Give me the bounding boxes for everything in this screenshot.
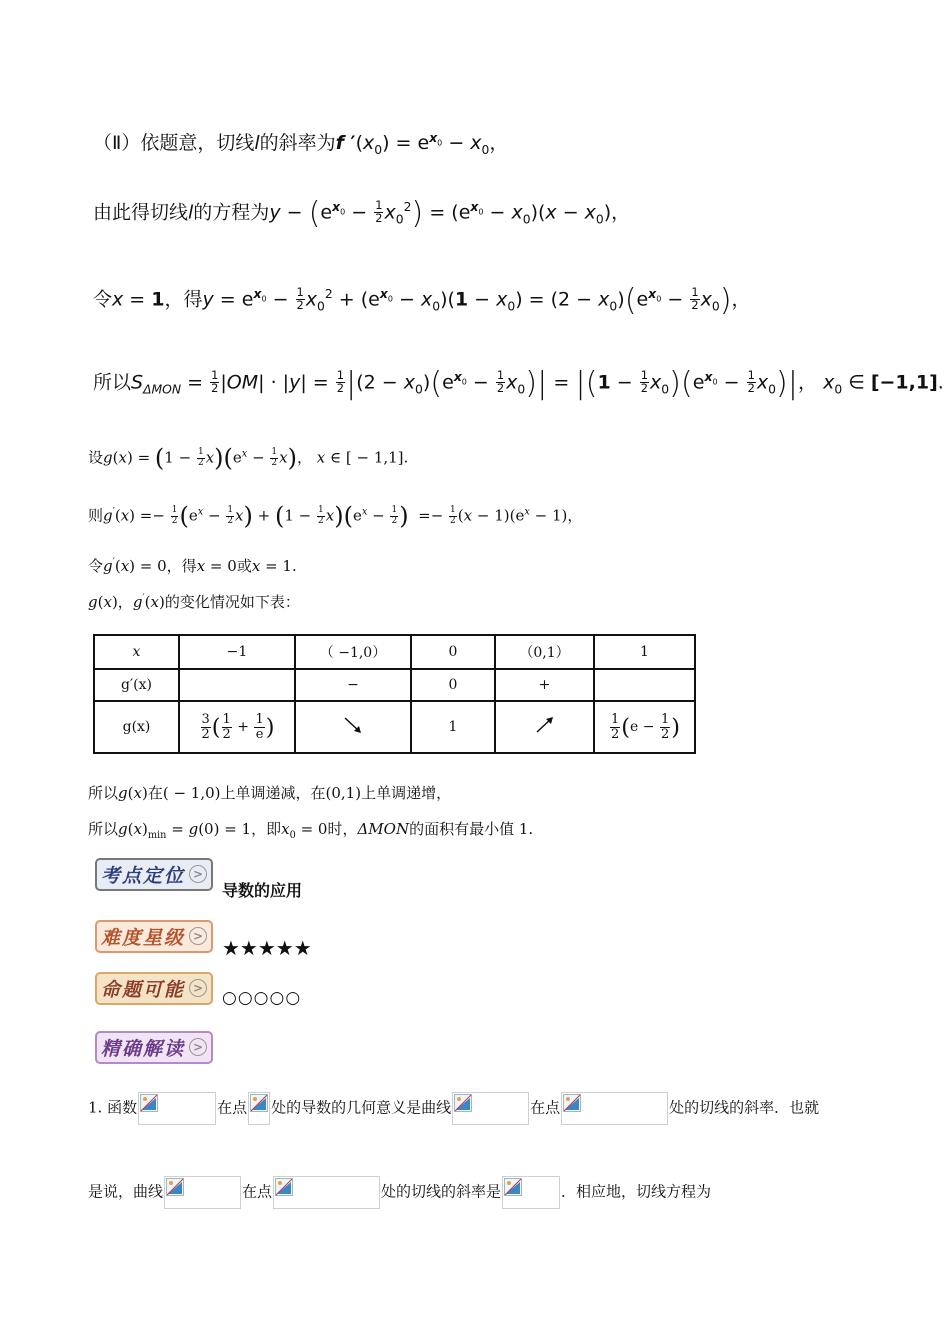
broken-image-icon (273, 1176, 380, 1209)
table-cell: 0 (411, 669, 495, 701)
text: 处的切线的斜率．也就 (669, 1098, 820, 1117)
variation-table (93, 634, 696, 754)
table-row (94, 635, 695, 669)
text: ，即 (251, 820, 282, 838)
broken-image-icon (248, 1092, 270, 1125)
badge-likelihood (95, 972, 213, 1005)
line-define-g: 设g(x) = (1 − $\frac{1}{2}$ $x)(e^x$ − $\frac{1}{2}$ x)， x ∈ [ − 1,1]. (88, 444, 409, 472)
badge-difficulty (95, 920, 213, 953)
text: 上单调递增， (361, 784, 452, 802)
text: 考点定位 (101, 865, 186, 887)
text: 是说，曲线 (88, 1182, 164, 1201)
table-cell: g′(x) (94, 669, 179, 701)
text: （Ⅱ）依题意，切线 (93, 132, 255, 154)
text: 所以 (93, 371, 132, 394)
table-cell (295, 701, 411, 753)
badge-topic-value: 导数的应用 (222, 881, 303, 900)
broken-image-icon (138, 1092, 216, 1125)
broken-image-icon (452, 1092, 529, 1125)
broken-image-icon (164, 1176, 241, 1209)
table-cell (94, 635, 179, 669)
table-cell: （ −1,0） (295, 635, 411, 669)
text: 在 (147, 784, 163, 802)
text: . (291, 557, 297, 575)
text: 所以 (88, 820, 119, 838)
text: 难度星级 (101, 927, 186, 949)
text: 令 (88, 557, 104, 575)
broken-image-icon (502, 1176, 560, 1209)
line-zero: 令g′(x) = 0，得x = 0或x = 1. (88, 557, 297, 575)
arrow-icon: > (189, 1038, 207, 1056)
table-cell: （0,1） (495, 635, 594, 669)
text: 的面积有最小值 1. (409, 820, 534, 838)
badge-interpretation (95, 1031, 213, 1064)
text: 在点 (242, 1182, 273, 1201)
broken-image-icon (561, 1092, 668, 1125)
text: ．相应地，切线方程为 (561, 1182, 712, 1201)
line-derivative: 则g′(x) =− $\frac{1}{2}$ ($e^x$ − $\frac{1}{2}$ x) + (1 − $\frac{1}{2}$ $x)(e^x$ − $\frac{1}{2}$ ) =− $\frac{1}{2}$ $(x - 1)(e^x - 1)$， (88, 502, 583, 530)
text: 上单调递减，在 (220, 784, 326, 802)
table-cell: g(x) (94, 701, 179, 753)
table-cell (495, 701, 594, 753)
table-cell: 0 (411, 635, 495, 669)
text: 则 (88, 506, 104, 525)
text: 设 (88, 448, 104, 467)
text: 令 (93, 288, 113, 311)
text: 精确解读 (101, 1038, 186, 1060)
paragraph-line-1 (88, 1092, 819, 1125)
text: x (132, 644, 141, 660)
table-cell: 1 (594, 635, 695, 669)
arrow-icon: > (189, 927, 207, 945)
decreasing-arrow-icon (342, 714, 364, 736)
line-area: 所以$S_{\Delta MON}$ = $\frac{1}{2}$ |OM| · |y| = $\frac{1}{2}$ $|(2 - x_0)(e^{x_0}$ − $\frac{1}{2}$ $x_0)| = |(1$ − $\frac{1}{2}$ $x_0)(e^{x_0}$ − $\frac{1}{2}$ $x_0)|$， $x_0$ ∈ [−1,1]. (93, 366, 944, 401)
text: 处的切线的斜率是 (381, 1182, 502, 1201)
text: 1. 函数 (88, 1098, 138, 1117)
table-cell: − (295, 669, 411, 701)
increasing-arrow-icon (534, 714, 556, 736)
text: 的方程为 (193, 201, 270, 224)
table-cell: 1 (411, 701, 495, 753)
table-row (94, 669, 695, 701)
arrow-icon: > (189, 979, 207, 997)
line-tangent-eq: 由此得切线l的方程为$y - (e^{x_0}$ − $\frac{1}{2}$ $x_0^2) = (e^{x_0} - x_0)(x - x_0)$， (93, 196, 631, 231)
line-part2: （Ⅱ）依题意，切线l的斜率为f $'(x_0) = e^{x_0} - x_0$， (93, 130, 509, 157)
text: 的变化情况如下表： (164, 593, 300, 611)
difficulty-stars: ★★★★★ (222, 936, 312, 960)
table-cell: −1 (179, 635, 295, 669)
badge-topic (95, 858, 213, 891)
text: 所以 (88, 784, 119, 802)
arrow-icon: > (189, 865, 207, 883)
table-cell: $\frac{1}{2}$ (e − $\frac{1}{2}$ ) (594, 701, 695, 753)
text: ，得 (166, 557, 197, 575)
table-cell: + (495, 669, 594, 701)
text: 的斜率为 (259, 132, 336, 154)
paragraph-line-2 (88, 1176, 711, 1209)
text: 由此得切线 (93, 201, 189, 224)
text: ， (117, 593, 133, 611)
table-cell: $\frac{3}{2}$ ( $\frac{1}{2}$ + $\frac{1}{e}$ ) (179, 701, 295, 753)
text: 处的导数的几何意义是曲线 (271, 1098, 452, 1117)
table-row (94, 701, 695, 753)
text: 在点 (530, 1098, 561, 1117)
line-monotonic: 所以g(x)在( − 1,0)上单调递减，在(0,1)上单调递增， (88, 784, 452, 802)
likelihood-circles: ○○○○○ (222, 988, 302, 1008)
table-cell (594, 669, 695, 701)
line-table-intro: g(x)，g′(x)的变化情况如下表： (88, 593, 300, 611)
text: 命题可能 (101, 979, 186, 1001)
line-let-x1: 令x = 1，得$y = e^{x_0}$ − $\frac{1}{2}$ $x_0^2 + (e^{x_0} - x_0)(1 - x_0) = (2 - x_0)(e^{x_0}$ − $\frac{1}{2}$ $x_0$)， (93, 283, 751, 318)
text: 或 (236, 557, 252, 575)
text: 在点 (217, 1098, 248, 1117)
text: 时， (327, 820, 358, 838)
table-cell (179, 669, 295, 701)
text: ，得 (164, 288, 203, 311)
line-minimum: 所以$g(x)_{min} = g(0) = 1$，即$x_0 = 0$时，ΔMON的面积有最小值 1. (88, 820, 534, 841)
